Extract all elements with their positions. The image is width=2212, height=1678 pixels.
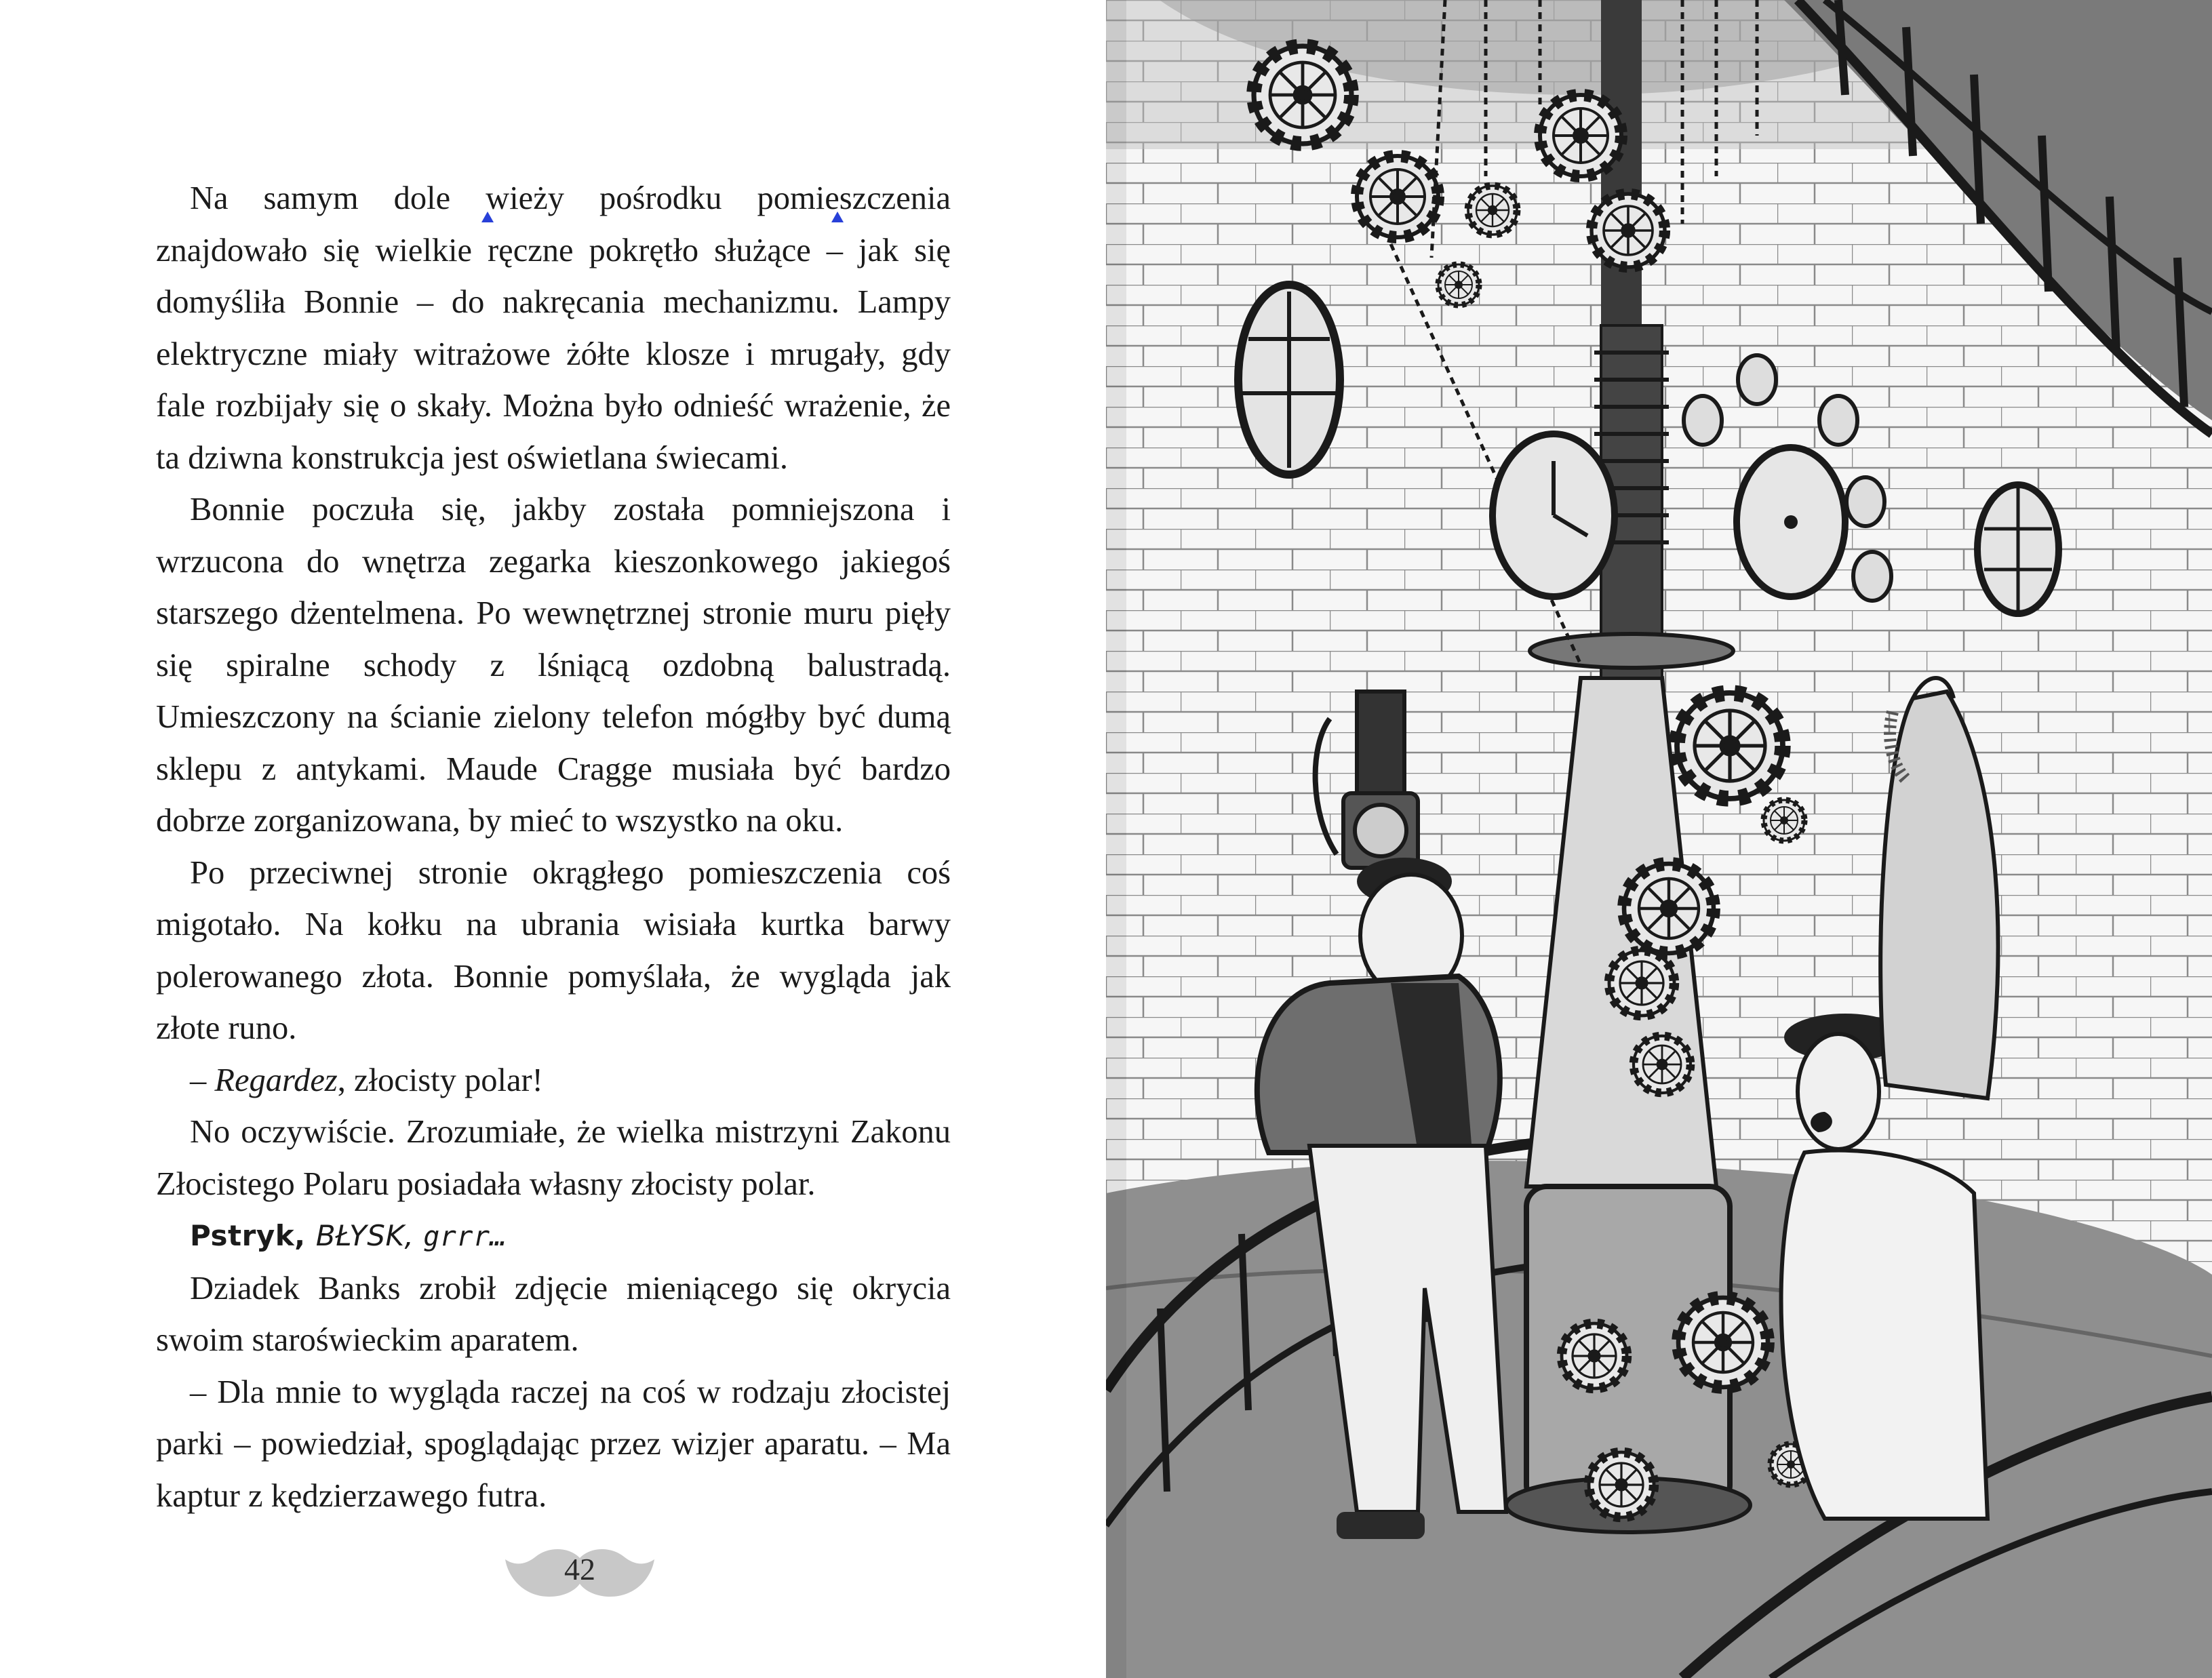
italic-word: Regardez	[214, 1062, 338, 1098]
paragraph-4-dialogue	[156, 1055, 951, 1107]
edit-caret-2	[831, 212, 844, 222]
sfx-word-2: BŁYSK,	[315, 1219, 424, 1252]
paragraph-3: Po przeciwnej stronie okrągłego pomieszczenia coś migotało. Na kołku na ubrania wisiała kurtka barwy polerowanego złota. Bonnie pomyślała, że wygląda jak złote runo.	[156, 854, 951, 1046]
lighthouse-illustration	[1106, 0, 2212, 1678]
sfx-word-1: Pstryk,	[190, 1219, 316, 1252]
paragraph-7: Dziadek Banks zrobił zdjęcie mieniącego się okrycia swoim staroświeckim aparatem.	[156, 1270, 951, 1358]
dialogue-rest: , złocisty polar!	[337, 1062, 543, 1098]
dialogue-dash: –	[190, 1062, 215, 1098]
text-block	[156, 173, 951, 1522]
edit-caret-1	[481, 212, 494, 222]
sound-effect-line	[156, 1210, 951, 1263]
paragraph-1: Na samym dole wieży pośrodku pomieszczenia znajdowało się wielkie ręczne pokrętło służące – jak się domyśliła Bonnie – do nakręcania mechanizmu. Lampy elektryczne miały witrażowe żółte klosze i mrugały, gdy fale rozbijały się o skały. Można było odnieść wrażenie, że ta dziwna konstrukcja jest oświetlana świecami.	[156, 180, 951, 476]
wall-lamp-right	[1977, 485, 2059, 614]
page-number: 42	[564, 1552, 595, 1586]
paragraph-8: – Dla mnie to wygląda raczej na coś w rodzaju złocistej parki – powiedział, spoglądając przez wizjer aparatu. – Ma kaptur z kędzierzawego futra.	[156, 1374, 951, 1514]
sfx-word-3: grrr…	[423, 1221, 507, 1252]
illustration-page	[1106, 0, 2212, 1678]
page-folio	[502, 1532, 658, 1614]
wall-lamp-left	[1238, 285, 1340, 475]
paragraph-5: No oczywiście. Zrozumiałe, że wielka mistrzyni Zakonu Złocistego Polaru posiadała własny złocisty polar.	[156, 1114, 951, 1202]
paragraph-2: Bonnie poczuła się, jakby została pomniejszona i wrzucona do wnętrza zegarka kieszonkowego jakiegoś starszego dżentelmena. Po wewnętrznej stronie muru pięły się spiralne schody z lśniącą ozdobną balustradą. Umieszczony na ścianie zielony telefon mógłby być dumą sklepu z antykami. Maude Cragge musiała być bardzo dobrze zorganizowana, by mieć to wszystko na oku.	[156, 492, 951, 839]
